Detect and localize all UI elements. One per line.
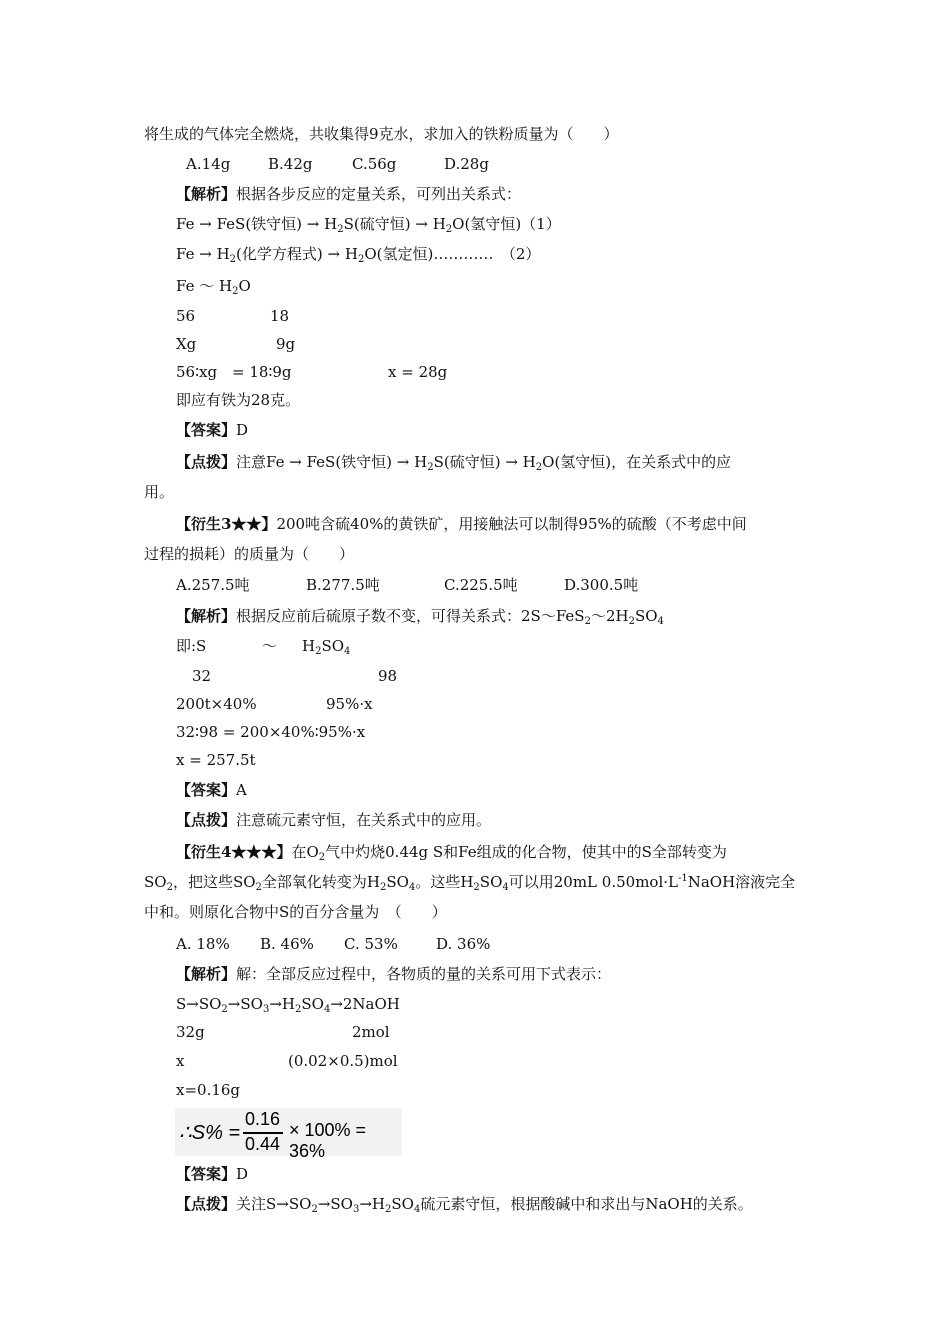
formula-term: →H [269,995,295,1013]
option-b: B. 46% [260,935,314,953]
question-tag: 【衍生4★★★】 [176,843,292,861]
answer-tag: 【答案】 [176,1165,237,1183]
calc-result: x = 257.5t [176,751,256,769]
formula-term: O(氢守恒)（1） [452,215,561,233]
calc-value: 95%·x [326,695,373,713]
tip-text: S(硫守恒) → H [433,453,536,471]
calc-value: 32 [192,667,212,685]
calc-value: Xg [176,335,197,353]
calc-value: 18 [270,307,290,325]
formula-term: →2NaOH [330,995,400,1013]
question-text: 将生成的气体完全燃烧，共收集得9克水，求加入的铁粉质量为（ ） [144,125,619,143]
calc-result: x=0.16g [176,1081,241,1099]
option-a: A.14g [186,155,231,173]
formula-term: S(硫守恒) [343,215,411,233]
relation-line-3 [176,276,251,296]
formula-term: H [216,245,230,263]
calc-value: 200t×40% [176,695,257,713]
subscript: 2 [337,224,344,235]
option-a: A. 18% [176,935,230,953]
question-text: NaOH溶液完全 [687,873,796,891]
relation-line-1: Fe → FeS(铁守恒) → $H_2S$(硫守恒) → $H_2O$(氢守恒)（1） [176,215,561,235]
fraction-denominator: 0.44 [245,1134,281,1154]
tip-text: 关注S→SO [236,1195,312,1213]
subscript: 2 [445,224,453,235]
tip-line [176,810,491,830]
formula-term: FeS(铁守恒) [216,215,303,233]
calc-result: x = 28g [388,363,448,381]
calc-value: 2mol [352,1023,390,1041]
subscript: 4 [408,882,416,893]
formula-term: Fe [176,215,195,233]
answer-tag: 【答案】 [176,421,237,439]
reaction-chain [176,994,400,1014]
question-text: SO [144,873,167,891]
formula-term: H [432,215,446,233]
question-text: 在O [291,843,319,861]
tip-text: O(氢守恒)，在关系式中的应 [542,453,732,471]
question-text: SO [479,873,503,891]
option-c: C.56g [352,155,397,173]
option-c: C.225.5吨 [444,576,518,594]
tip-tag: 【点拨】 [176,1195,237,1213]
subscript: 2 [221,1004,228,1015]
relation-label: 即:S [176,637,207,655]
tip-text: 注意Fe → FeS(铁守恒) → H [236,453,428,471]
subscript: 2 [535,462,543,473]
analysis-line [176,184,521,204]
subscript: 3 [352,1204,360,1215]
subscript: 2 [380,882,387,893]
analysis-tag: 【解析】 [176,185,237,203]
subscript: 2 [232,286,239,297]
formula-term: H [302,637,316,655]
question-4-line-2 [144,872,795,892]
analysis-line [176,606,664,626]
answer-line [176,1164,248,1184]
answer-line [176,420,248,440]
subscript: 2 [166,882,173,893]
subscript: 2 [311,1204,318,1215]
formula-term: (化学方程式) [236,245,323,263]
relation-line-2: $Fe \to H_2$(化学方程式) → $H_2O$(氢定恒)………… （2） [176,245,541,265]
tip-text: →SO [317,1195,353,1213]
calc-value: 32g [176,1023,205,1041]
formula-term: →SO [227,995,263,1013]
question-text: 全部氧化转变为H [261,873,380,891]
analysis-text: 根据各步反应的定量关系，可列出关系式： [236,185,522,203]
question-text: 可以用20mL 0.50mol·L [508,873,678,891]
subscript: 2 [584,616,591,627]
subscript: 2 [318,852,326,863]
conclusion-text: 即应有铁为28克。 [176,391,301,409]
subscript: 2 [294,1004,302,1015]
fraction-numerator: 0.16 [245,1109,281,1129]
calc-value: x [176,1052,185,1070]
percentage-formula [175,1108,402,1161]
question-text: 200吨含硫40%的黄铁矿，用接触法可以制得95%的硫酸（不考虑中间 [276,515,747,533]
question-text: 气中灼烧0.44g S和Fe组成的化合物，使其中的S全部转变为 [325,843,727,861]
formula-term: H [324,215,338,233]
formula-term: S→SO [176,995,222,1013]
relation-term [302,636,350,656]
question-text: 中和。则原化合物中S的百分含量为 （ ） [144,903,447,921]
option-a: A.257.5吨 [176,576,250,594]
option-b: B.277.5吨 [306,576,380,594]
subscript: 3 [262,1004,270,1015]
formula-lhs: ∴S% = [179,1122,241,1144]
option-d: D.28g [444,155,489,173]
tip-line [176,452,731,472]
formula-term: Fe ～ H [176,277,233,295]
question-tag: 【衍生3★★】 [176,515,277,533]
answer-line [176,780,247,800]
analysis-text: 解：全部反应过程中，各物质的量的关系可用下式表示： [236,965,612,983]
subscript: 2 [628,616,635,627]
answer-tag: 【答案】 [176,781,237,799]
calc-value: (0.02×0.5)mol [288,1052,398,1070]
analysis-tag: 【解析】 [176,607,237,625]
answer-value: A [236,781,247,799]
question-text: ，把这些SO [172,873,256,891]
subscript: 4 [323,1004,331,1015]
subscript: 2 [427,462,434,473]
subscript: 2 [255,882,262,893]
formula-term: O [238,277,251,295]
calc-equation: 56∶xg = 18∶9g [176,363,292,381]
analysis-text: ～2H [590,607,629,625]
tip-text: 硫元素守恒，根据酸碱中和求出与NaOH的关系。 [420,1195,753,1213]
analysis-tag: 【解析】 [176,965,237,983]
subscript: 4 [502,882,509,893]
option-d: D. 36% [436,935,491,953]
tip-line [176,1194,753,1214]
calc-value: 98 [378,667,398,685]
question-3-line-1 [176,514,747,534]
subscript: 4 [657,616,664,627]
formula-term: H [344,245,358,263]
analysis-text: 根据反应前后硫原子数不变，可得关系式：2S～FeS [236,607,585,625]
question-text: 。这些H [415,873,474,891]
option-b: B.42g [268,155,313,173]
relation-symbol: ～ [262,637,278,655]
formula-term: SO [301,995,324,1013]
question-text: SO [386,873,409,891]
answer-value: D [236,421,249,439]
formula-term: SO [321,637,345,655]
answer-value: D [236,1165,249,1183]
tip-text: →H [359,1195,385,1213]
question-text: 过程的损耗）的质量为（ ） [144,545,355,563]
formula-term: O(氢定恒)………… （2） [364,245,541,263]
subscript: 4 [413,1204,421,1215]
subscript: 2 [357,254,365,265]
formula-term: Fe [176,245,195,263]
calc-value: 56 [176,307,196,325]
subscript: 2 [315,646,322,657]
tip-tag: 【点拨】 [176,453,237,471]
subscript: 2 [229,254,237,265]
tip-text: 用。 [144,483,175,501]
formula-rhs: × 100% = 36% [289,1120,367,1161]
analysis-line [176,964,611,984]
calc-equation: 32∶98 = 200×40%∶95%·x [176,723,366,741]
subscript: 2 [385,1204,392,1215]
subscript: 2 [473,882,480,893]
analysis-text: SO [634,607,658,625]
option-d: D.300.5吨 [564,576,639,594]
question-4-line-1 [176,842,727,862]
tip-text: 注意硫元素守恒，在关系式中的应用。 [236,811,492,829]
tip-tag: 【点拨】 [176,811,237,829]
option-c: C. 53% [344,935,398,953]
tip-text: SO [391,1195,414,1213]
superscript: -1 [677,873,688,884]
subscript: 4 [344,646,351,657]
calc-value: 9g [276,335,296,353]
